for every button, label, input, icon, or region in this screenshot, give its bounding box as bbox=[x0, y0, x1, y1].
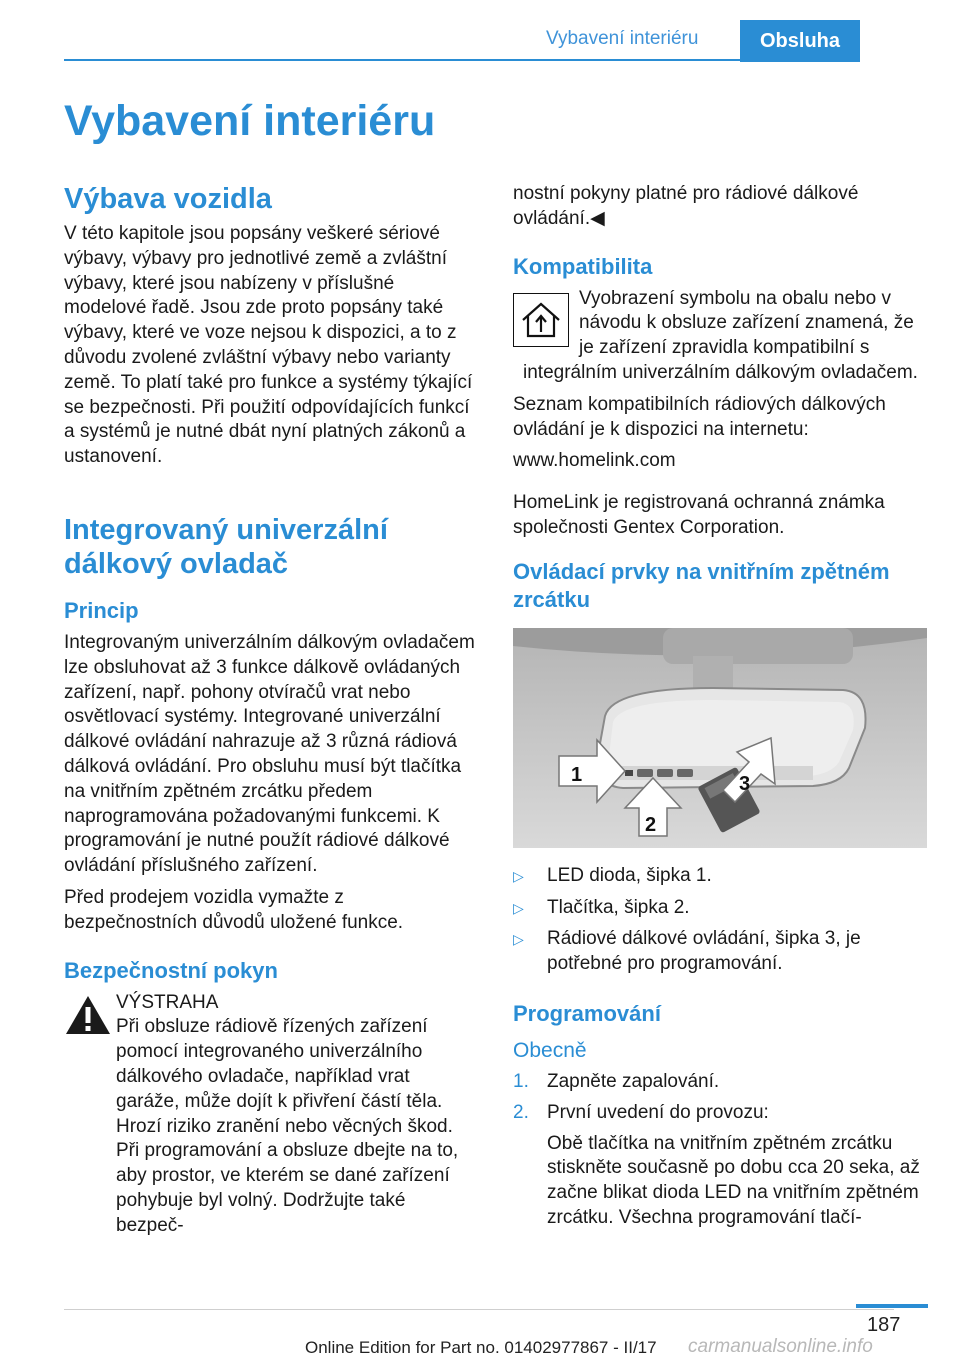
heading-programovani: Programování bbox=[513, 1000, 661, 1026]
footer-rule bbox=[64, 1309, 894, 1310]
warning-block bbox=[64, 991, 478, 1239]
paragraph-homelink-trademark: HomeLink je registrovaná ochranná známka společnosti Gentex Corporation. bbox=[513, 492, 885, 538]
figure-label-3: 3 bbox=[739, 772, 751, 795]
figure-label-1: 1 bbox=[571, 763, 583, 786]
heading-princip: Princip bbox=[64, 597, 139, 623]
paragraph-kompatibilita-2: Seznam kompatibilních rádiových dálkových ovládání je k dispozici na internetu: bbox=[513, 393, 886, 440]
footer-edition: Online Edition for Part no. 01402977867 - II/17 bbox=[305, 1338, 657, 1357]
homelink-house-icon bbox=[513, 293, 569, 347]
triangle-bullet-icon: ▷ bbox=[513, 899, 524, 916]
right-column bbox=[513, 182, 927, 1237]
header-tab-obsluha[interactable]: Obsluha bbox=[740, 20, 860, 62]
page-number-bar bbox=[856, 1304, 928, 1308]
homelink-url: www.homelink.com bbox=[513, 450, 676, 472]
figure-label-2: 2 bbox=[645, 813, 657, 836]
heading-ovladaci-prvky: Ovládací prvky na vnitřním zpětném zrcátku bbox=[513, 558, 890, 612]
header-rule bbox=[64, 59, 740, 61]
heading-vybava: Výbava vozidla bbox=[64, 183, 272, 215]
heading-obecne: Obecně bbox=[513, 1038, 587, 1062]
page-title: Vybavení interiéru bbox=[64, 97, 436, 145]
list-item: 2. První uvedení do provozu: Obě tlačítka na vnitřním zpětném zrcátku stiskněte současně po dobu cca 20 seka, až začne blikat dioda LED na vnitřním zpětném zrcátku. Všechna programování tlačí‐ bbox=[513, 1101, 927, 1231]
warning-triangle-icon bbox=[64, 994, 112, 1036]
step-2-detail: Obě tlačítka na vnitřním zpětném zrcátku stiskněte současně po dobu cca 20 seka, až začne blikat dioda LED na vnitřním zpětném zrcátku. Všechna programování tlačí‐ bbox=[547, 1132, 920, 1228]
list-item: 1. Zapněte zapalování. bbox=[513, 1070, 720, 1092]
heading-bezpecnostni-pokyn: Bezpečnostní pokyn bbox=[64, 957, 278, 983]
paragraph-vybava: V této kapitole jsou popsány veškeré sériové výbavy, výbavy pro jednotlivé země a zvláštní výbavy, které jsou nabízeny v příslušné modelové řadě. Jsou zde proto popsány také výbavy, které ve voze nejsou k dispozici, a to z důvodu zvolené zvláštní výbavy nebo varianty země. To platí také pro funkce a systémy týkající se bezpečnosti. Při použití odpovídajících funkcí a systémů je nutné dbát nyní platných zákonů a ustanovení. bbox=[64, 223, 473, 468]
list-item: ▷ Tlačítka, šipka 2. bbox=[513, 896, 927, 921]
list-item: ▷ LED dioda, šipka 1. bbox=[513, 864, 927, 889]
steps-list bbox=[513, 1070, 927, 1231]
watermark: carmanualsonline.info bbox=[688, 1336, 873, 1357]
controls-list bbox=[513, 864, 927, 977]
paragraph-kompatibilita-1: Vyobrazení symbolu na obalu nebo v návodu k obsluze zařízení znamená, že je zařízení zpravidla kompatibilní s integrálním univerzálním dálkovým ovladačem. bbox=[523, 287, 918, 383]
triangle-bullet-icon: ▷ bbox=[513, 867, 524, 884]
warning-title: VÝSTRAHA bbox=[116, 991, 219, 1013]
page-number: 187 bbox=[867, 1314, 901, 1336]
list-item: ▷ Rádiové dálkové ovládání, šipka 3, je potřebné pro programování. bbox=[513, 928, 861, 975]
paragraph-princip-2: Před prodejem vozidla vymažte z bezpečnostních důvodů uložené funkce. bbox=[64, 886, 404, 933]
header-section-title: Vybavení interiéru bbox=[546, 28, 699, 49]
left-column bbox=[64, 182, 478, 1239]
heading-kompatibilita: Kompatibilita bbox=[513, 253, 653, 279]
heading-integrovany: Integrovaný univerzální dálkový ovladač bbox=[64, 513, 388, 580]
warning-text: Při obsluze rádiově řízených zařízení pomocí integrovaného univerzálního dálkového ovladače, například vrat garáže, může dojít k přivření částí těla. Hrozí riziko zranění nebo věcných škod. Při programování a obsluze dbejte na to, aby prostor, ve kterém se dané zařízení pohybuje byl volný. Dodržujte také bezpeč‐ bbox=[116, 1016, 459, 1236]
triangle-bullet-icon: ▷ bbox=[513, 931, 524, 948]
mirror-controls-photo bbox=[513, 628, 927, 848]
paragraph-princip-1: Integrovaným univerzálním dálkovým ovladačem lze obsluhovat až 3 funkce dálkově ovládaných zařízení, např. pohony otvíračů vrat nebo osvětlovací systémy. Integrované univerzální dálkové ovládání nahrazuje až 3 různá rádiová dálková ovládání. Pro obsluhu musí být tlačítka na vnitřním zpětném zrcátku předem naprogramována požadovanými funkcemi. K programování je nutné použít rádiové dálkové ovládání příslušného zařízení. bbox=[64, 631, 475, 877]
paragraph-continued: nostní pokyny platné pro rádiové dálkové ovládání.◀ bbox=[513, 183, 859, 229]
